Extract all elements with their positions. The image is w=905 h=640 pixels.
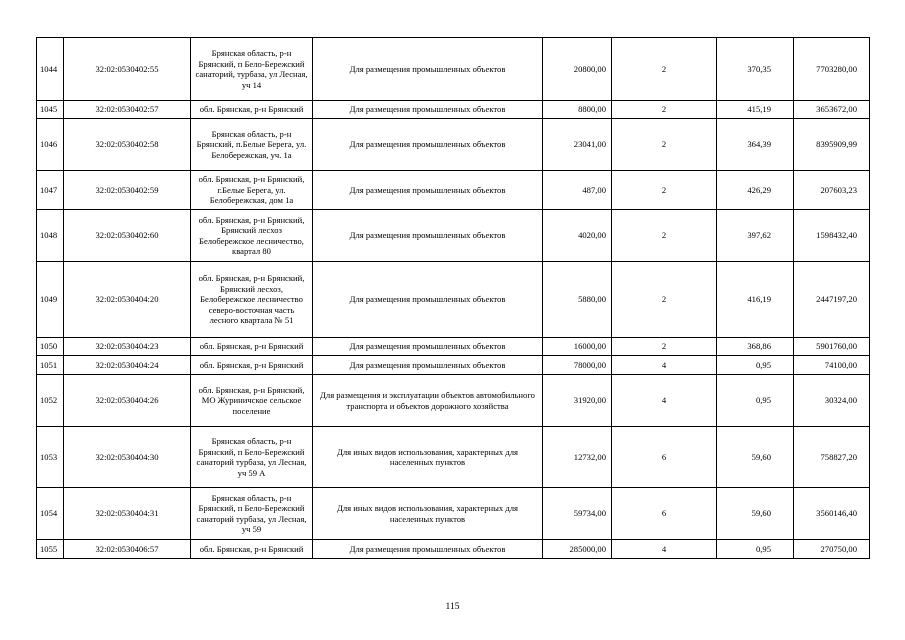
area-cell: 78000,00 — [543, 356, 612, 375]
specific-value-cell: 59,60 — [717, 488, 794, 540]
group-cell: 6 — [612, 488, 717, 540]
cadastral-number-cell: 32:02:0530402:55 — [64, 38, 191, 101]
table-body — [37, 38, 870, 559]
area-cell: 487,00 — [543, 171, 612, 210]
permitted-use-cell: Для размещения промышленных объектов — [313, 262, 543, 338]
row-number-cell: 1055 — [37, 540, 64, 559]
permitted-use-cell: Для размещения промышленных объектов — [313, 101, 543, 119]
cadastral-number-cell: 32:02:0530404:20 — [64, 262, 191, 338]
permitted-use-cell: Для размещения промышленных объектов — [313, 210, 543, 262]
cadastral-value-cell: 74100,00 — [794, 356, 870, 375]
table-row — [37, 356, 870, 375]
cadastral-number-cell: 32:02:0530402:60 — [64, 210, 191, 262]
land-plots-table — [36, 37, 870, 559]
cadastral-number-cell: 32:02:0530404:30 — [64, 427, 191, 488]
specific-value-cell: 370,35 — [717, 38, 794, 101]
area-cell: 16000,00 — [543, 338, 612, 356]
row-number-cell: 1045 — [37, 101, 64, 119]
area-cell: 59734,00 — [543, 488, 612, 540]
area-cell: 285000,00 — [543, 540, 612, 559]
area-cell: 8800,00 — [543, 101, 612, 119]
address-cell: обл. Брянская, р-н Брянский — [191, 356, 313, 375]
address-cell: Брянская область, р-н Брянский, п Бело-Бережский санаторий, турбаза, ул Лесная, уч 14 — [191, 38, 313, 101]
specific-value-cell: 0,95 — [717, 540, 794, 559]
address-cell: обл. Брянская, р-н Брянский — [191, 101, 313, 119]
address-cell: Брянская область, р-н Брянский, п Бело-Бережский санаторий турбаза, ул Лесная, уч 59 — [191, 488, 313, 540]
cadastral-value-cell: 1598432,40 — [794, 210, 870, 262]
page-number: 115 — [445, 602, 460, 612]
specific-value-cell: 368,86 — [717, 338, 794, 356]
address-cell: обл. Брянская, р-н Брянский, Брянский лесхоз Белобережское лесничество, квартал 80 — [191, 210, 313, 262]
cadastral-number-cell: 32:02:0530404:23 — [64, 338, 191, 356]
table-row — [37, 375, 870, 427]
address-cell: обл. Брянская, р-н Брянский — [191, 338, 313, 356]
cadastral-value-cell: 2447197,20 — [794, 262, 870, 338]
table-row — [37, 338, 870, 356]
cadastral-number-cell: 32:02:0530402:59 — [64, 171, 191, 210]
row-number-cell: 1052 — [37, 375, 64, 427]
group-cell: 2 — [612, 101, 717, 119]
cadastral-number-cell: 32:02:0530402:57 — [64, 101, 191, 119]
cadastral-value-cell: 30324,00 — [794, 375, 870, 427]
permitted-use-cell: Для размещения промышленных объектов — [313, 38, 543, 101]
group-cell: 2 — [612, 338, 717, 356]
area-cell: 23041,00 — [543, 119, 612, 171]
group-cell: 4 — [612, 356, 717, 375]
address-cell: обл. Брянская, р-н Брянский, МО Журиничское сельское поселение — [191, 375, 313, 427]
specific-value-cell: 397,62 — [717, 210, 794, 262]
row-number-cell: 1047 — [37, 171, 64, 210]
group-cell: 2 — [612, 262, 717, 338]
row-number-cell: 1048 — [37, 210, 64, 262]
group-cell: 6 — [612, 427, 717, 488]
cadastral-value-cell: 8395909,99 — [794, 119, 870, 171]
row-number-cell: 1049 — [37, 262, 64, 338]
permitted-use-cell: Для размещения промышленных объектов — [313, 540, 543, 559]
table-row — [37, 101, 870, 119]
table-row — [37, 540, 870, 559]
row-number-cell: 1051 — [37, 356, 64, 375]
specific-value-cell: 415,19 — [717, 101, 794, 119]
permitted-use-cell: Для размещения промышленных объектов — [313, 171, 543, 210]
cadastral-value-cell: 758827,20 — [794, 427, 870, 488]
group-cell: 2 — [612, 171, 717, 210]
group-cell: 4 — [612, 375, 717, 427]
cadastral-number-cell: 32:02:0530404:24 — [64, 356, 191, 375]
group-cell: 2 — [612, 38, 717, 101]
area-cell: 31920,00 — [543, 375, 612, 427]
cadastral-value-cell: 5901760,00 — [794, 338, 870, 356]
address-cell: обл. Брянская, р-н Брянский, Брянский лесхоз, Белобережское лесничество северо-восточная часть лесного квартала № 51 — [191, 262, 313, 338]
row-number-cell: 1053 — [37, 427, 64, 488]
specific-value-cell: 0,95 — [717, 356, 794, 375]
area-cell: 4020,00 — [543, 210, 612, 262]
cadastral-number-cell: 32:02:0530402:58 — [64, 119, 191, 171]
group-cell: 2 — [612, 210, 717, 262]
group-cell: 2 — [612, 119, 717, 171]
cadastral-number-cell: 32:02:0530404:31 — [64, 488, 191, 540]
table-row — [37, 171, 870, 210]
row-number-cell: 1046 — [37, 119, 64, 171]
area-cell: 12732,00 — [543, 427, 612, 488]
permitted-use-cell: Для иных видов использования, характерных для населенных пунктов — [313, 488, 543, 540]
address-cell: Брянская область, р-н Брянский, п.Белые Берега, ул. Белобережская, уч. 1а — [191, 119, 313, 171]
table-row — [37, 427, 870, 488]
cadastral-value-cell: 3560146,40 — [794, 488, 870, 540]
cadastral-value-cell: 7703280,00 — [794, 38, 870, 101]
table-row — [37, 119, 870, 171]
specific-value-cell: 364,39 — [717, 119, 794, 171]
table-row — [37, 262, 870, 338]
area-cell: 5880,00 — [543, 262, 612, 338]
row-number-cell: 1054 — [37, 488, 64, 540]
table-row — [37, 38, 870, 101]
specific-value-cell: 416,19 — [717, 262, 794, 338]
permitted-use-cell: Для размещения промышленных объектов — [313, 119, 543, 171]
group-cell: 4 — [612, 540, 717, 559]
cadastral-number-cell: 32:02:0530406:57 — [64, 540, 191, 559]
permitted-use-cell: Для размещения промышленных объектов — [313, 356, 543, 375]
specific-value-cell: 59,60 — [717, 427, 794, 488]
cadastral-value-cell: 207603,23 — [794, 171, 870, 210]
row-number-cell: 1044 — [37, 38, 64, 101]
permitted-use-cell: Для размещения промышленных объектов — [313, 338, 543, 356]
area-cell: 20800,00 — [543, 38, 612, 101]
address-cell: Брянская область, р-н Брянский, п Бело-Бережский санаторий турбаза, ул Лесная, уч 59 А — [191, 427, 313, 488]
cadastral-number-cell: 32:02:0530404:26 — [64, 375, 191, 427]
row-number-cell: 1050 — [37, 338, 64, 356]
specific-value-cell: 426,29 — [717, 171, 794, 210]
table-row — [37, 210, 870, 262]
permitted-use-cell: Для размещения и эксплуатации объектов автомобильного транспорта и объектов дорожного хозяйства — [313, 375, 543, 427]
specific-value-cell: 0,95 — [717, 375, 794, 427]
address-cell: обл. Брянская, р-н Брянский — [191, 540, 313, 559]
cadastral-value-cell: 270750,00 — [794, 540, 870, 559]
address-cell: обл. Брянская, р-н Брянский, г.Белые Берега, ул. Белобережская, дом 1а — [191, 171, 313, 210]
cadastral-value-cell: 3653672,00 — [794, 101, 870, 119]
permitted-use-cell: Для иных видов использования, характерных для населенных пунктов — [313, 427, 543, 488]
table-row — [37, 488, 870, 540]
